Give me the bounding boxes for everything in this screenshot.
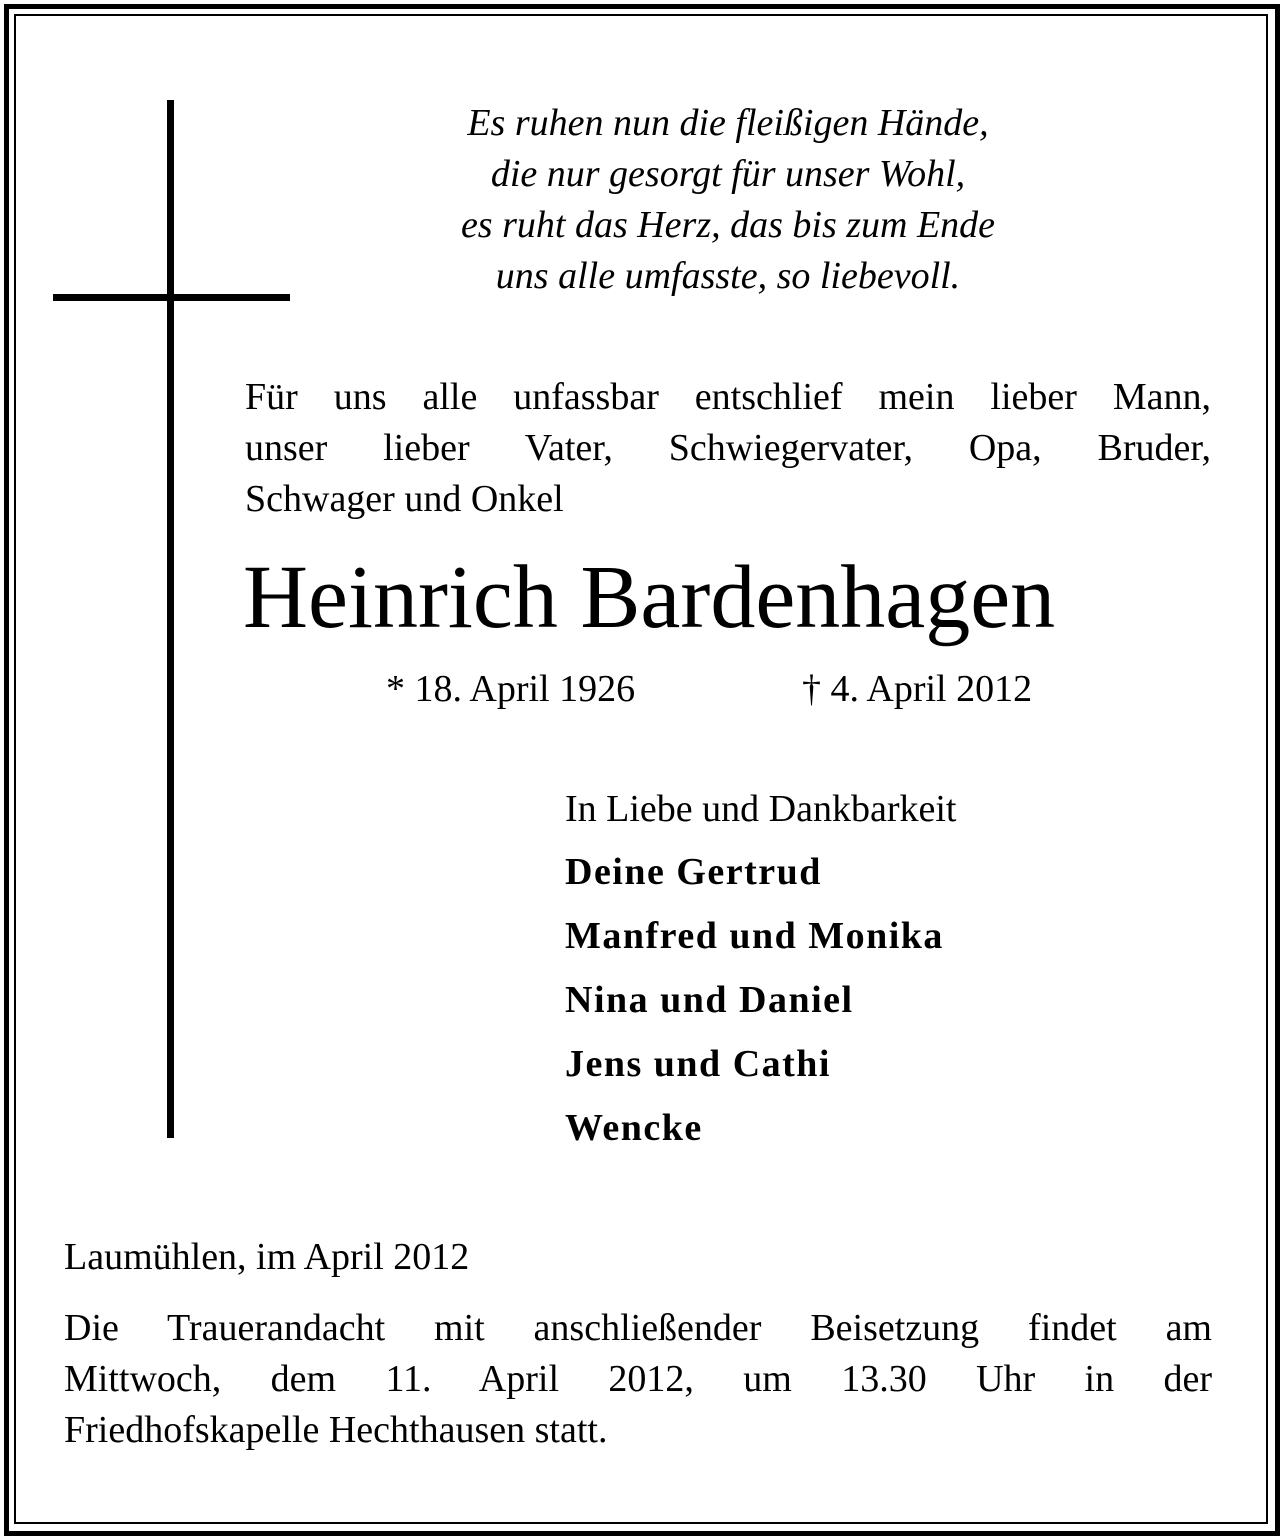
announcement-line: unser lieber Vater, Schwiegervater, Opa, Bruder, <box>245 427 1211 469</box>
poem-line: Es ruhen nun die fleißigen Hände, <box>467 102 989 144</box>
service-notice <box>64 1303 1212 1456</box>
poem-line: uns alle umfasste, so liebevoll. <box>495 255 961 297</box>
service-line: Mittwoch, dem 11. April 2012, um 13.30 Uhr in der <box>64 1358 1212 1400</box>
poem-line: die nur gesorgt für unser Wohl, <box>490 153 966 195</box>
birth-date: * 18. April 1926 <box>386 668 636 710</box>
poem-line: es ruht das Herz, das bis zum Ende <box>460 204 996 246</box>
family-signatures <box>565 786 1185 1160</box>
family-member: Jens und Cathi <box>565 1043 831 1085</box>
family-member: Deine Gertrud <box>565 851 822 893</box>
announcement-text <box>245 372 1211 525</box>
cross-vertical-bar <box>167 100 174 1138</box>
family-member: Nina und Daniel <box>565 979 854 1021</box>
announcement-line: Für uns alle unfassbar entschlief mein lieber Mann, <box>245 376 1211 418</box>
family-intro: In Liebe und Dankbarkeit <box>565 788 957 830</box>
service-line: Die Trauerandacht mit anschließender Beisetzung findet am <box>64 1307 1212 1349</box>
service-line: Friedhofskapelle Hechthausen statt. <box>64 1409 608 1451</box>
family-member: Manfred und Monika <box>565 915 944 957</box>
announcement-line: Schwager und Onkel <box>245 478 564 520</box>
death-date: † 4. April 2012 <box>802 668 1033 710</box>
cross-horizontal-bar <box>53 294 290 301</box>
place-date: Laumühlen, im April 2012 <box>64 1236 470 1278</box>
deceased-name: Heinrich Bardenhagen <box>243 548 1056 647</box>
family-member: Wencke <box>565 1107 703 1149</box>
poem-verse <box>290 98 1166 302</box>
